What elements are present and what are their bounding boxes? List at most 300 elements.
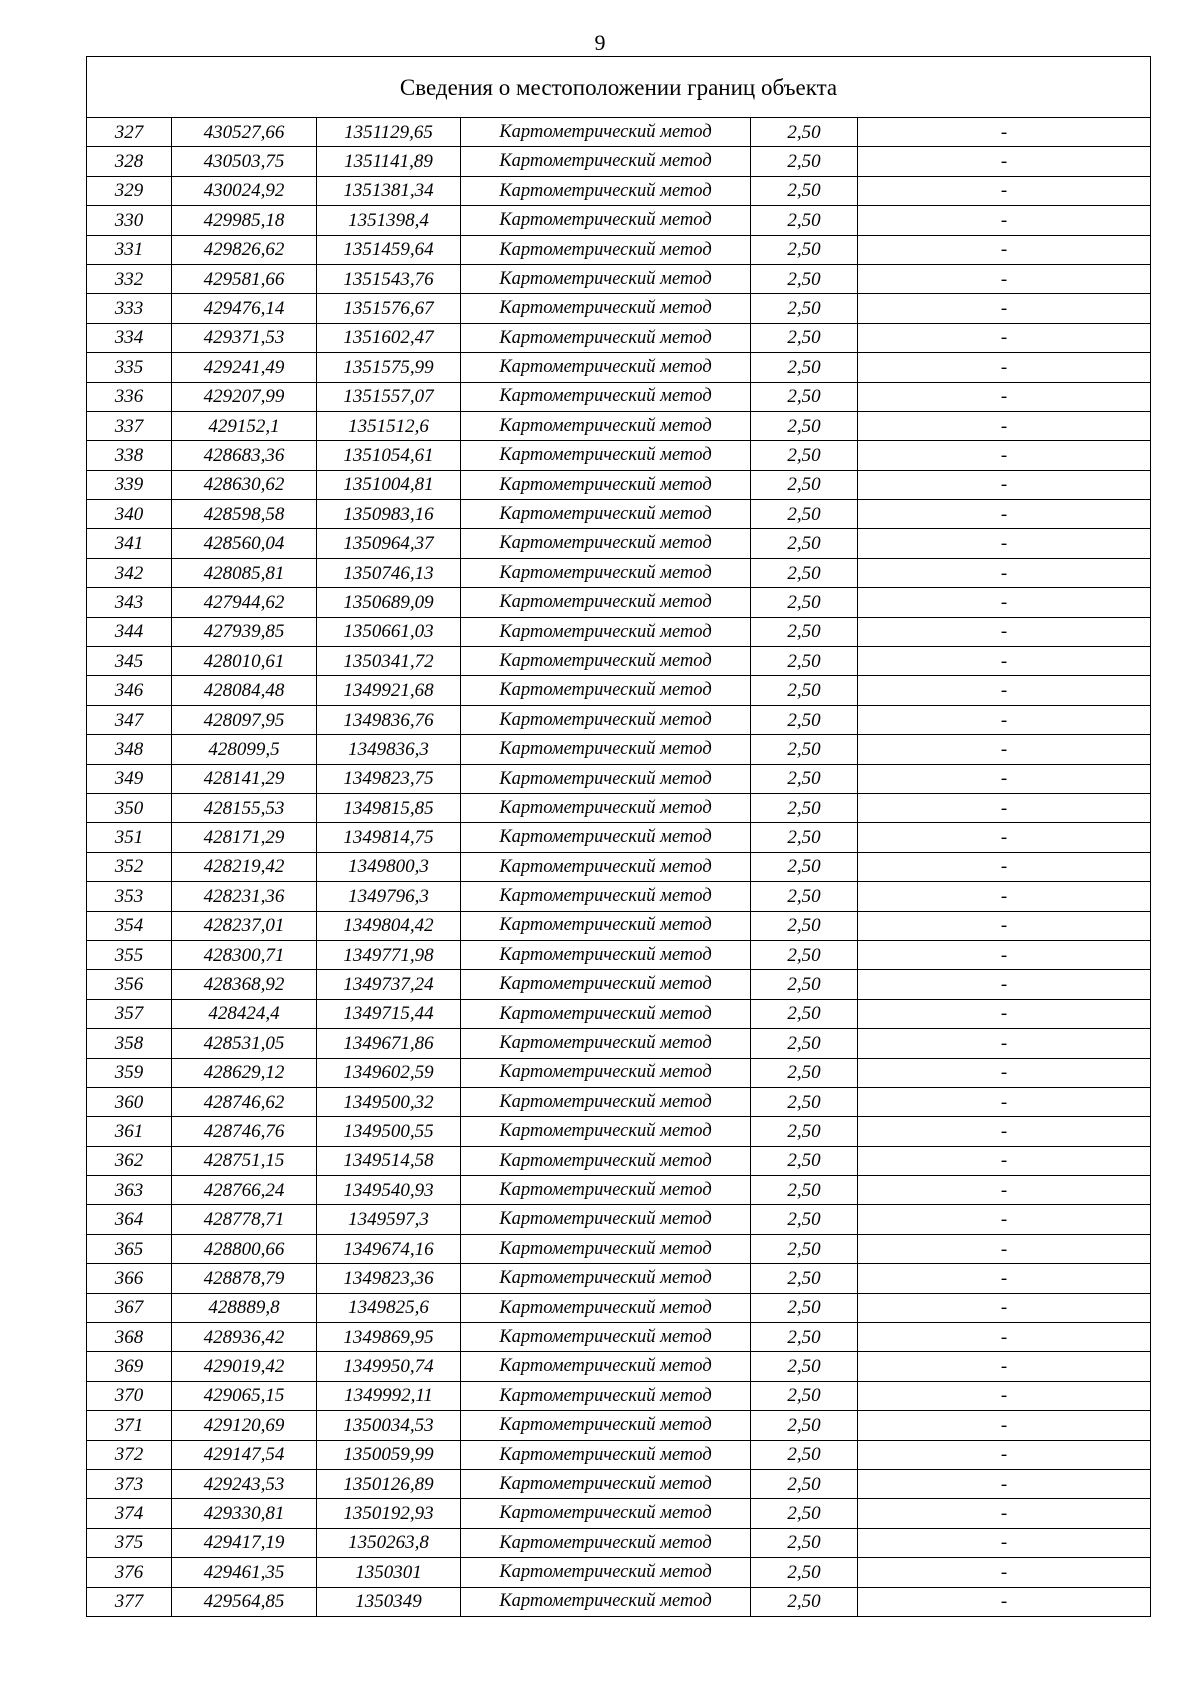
y-coordinate-cell: 1349737,24 — [317, 970, 461, 999]
y-coordinate-cell: 1349602,59 — [317, 1058, 461, 1087]
point-number-cell: 360 — [87, 1087, 172, 1116]
description-cell: - — [858, 940, 1151, 969]
x-coordinate-cell: 428085,81 — [172, 558, 317, 587]
accuracy-cell: 2,50 — [751, 1499, 858, 1528]
accuracy-cell: 2,50 — [751, 1146, 858, 1175]
description-cell: - — [858, 353, 1151, 382]
description-cell: - — [858, 1440, 1151, 1469]
accuracy-cell: 2,50 — [751, 558, 858, 587]
point-number-cell: 349 — [87, 764, 172, 793]
y-coordinate-cell: 1349804,42 — [317, 911, 461, 940]
description-cell: - — [858, 823, 1151, 852]
description-cell: - — [858, 206, 1151, 235]
description-cell: - — [858, 705, 1151, 734]
y-coordinate-cell: 1351141,89 — [317, 147, 461, 176]
method-cell: Картометрический метод — [461, 1499, 751, 1528]
accuracy-cell: 2,50 — [751, 1528, 858, 1557]
description-cell: - — [858, 1234, 1151, 1263]
description-cell: - — [858, 500, 1151, 529]
method-cell: Картометрический метод — [461, 676, 751, 705]
x-coordinate-cell: 430527,66 — [172, 118, 317, 147]
point-number-cell: 377 — [87, 1587, 172, 1616]
method-cell: Картометрический метод — [461, 1323, 751, 1352]
table-row — [87, 764, 1151, 793]
method-cell: Картометрический метод — [461, 647, 751, 676]
method-cell: Картометрический метод — [461, 882, 751, 911]
description-cell: - — [858, 1146, 1151, 1175]
accuracy-cell: 2,50 — [751, 793, 858, 822]
description-cell: - — [858, 323, 1151, 352]
point-number-cell: 369 — [87, 1352, 172, 1381]
point-number-cell: 330 — [87, 206, 172, 235]
point-number-cell: 362 — [87, 1146, 172, 1175]
x-coordinate-cell: 428424,4 — [172, 999, 317, 1028]
description-cell: - — [858, 1381, 1151, 1410]
table-row — [87, 382, 1151, 411]
point-number-cell: 363 — [87, 1176, 172, 1205]
accuracy-cell: 2,50 — [751, 1440, 858, 1469]
accuracy-cell: 2,50 — [751, 705, 858, 734]
description-cell: - — [858, 1117, 1151, 1146]
table-row — [87, 1499, 1151, 1528]
point-number-cell: 336 — [87, 382, 172, 411]
accuracy-cell: 2,50 — [751, 1205, 858, 1234]
method-cell: Картометрический метод — [461, 1469, 751, 1498]
point-number-cell: 367 — [87, 1293, 172, 1322]
description-cell: - — [858, 235, 1151, 264]
method-cell: Картометрический метод — [461, 999, 751, 1028]
accuracy-cell: 2,50 — [751, 441, 858, 470]
y-coordinate-cell: 1349800,3 — [317, 852, 461, 881]
y-coordinate-cell: 1349671,86 — [317, 1029, 461, 1058]
description-cell: - — [858, 1528, 1151, 1557]
accuracy-cell: 2,50 — [751, 764, 858, 793]
table-row — [87, 411, 1151, 440]
method-cell: Картометрический метод — [461, 617, 751, 646]
description-cell: - — [858, 382, 1151, 411]
accuracy-cell: 2,50 — [751, 264, 858, 293]
description-cell: - — [858, 1558, 1151, 1587]
x-coordinate-cell: 428300,71 — [172, 940, 317, 969]
point-number-cell: 355 — [87, 940, 172, 969]
y-coordinate-cell: 1349597,3 — [317, 1205, 461, 1234]
accuracy-cell: 2,50 — [751, 1558, 858, 1587]
table-row — [87, 235, 1151, 264]
x-coordinate-cell: 428141,29 — [172, 764, 317, 793]
description-cell: - — [858, 1499, 1151, 1528]
accuracy-cell: 2,50 — [751, 411, 858, 440]
accuracy-cell: 2,50 — [751, 1352, 858, 1381]
table-row — [87, 1146, 1151, 1175]
accuracy-cell: 2,50 — [751, 147, 858, 176]
y-coordinate-cell: 1350689,09 — [317, 588, 461, 617]
point-number-cell: 359 — [87, 1058, 172, 1087]
point-number-cell: 371 — [87, 1411, 172, 1440]
method-cell: Картометрический метод — [461, 1293, 751, 1322]
accuracy-cell: 2,50 — [751, 588, 858, 617]
x-coordinate-cell: 429985,18 — [172, 206, 317, 235]
accuracy-cell: 2,50 — [751, 999, 858, 1028]
table-row — [87, 353, 1151, 382]
accuracy-cell: 2,50 — [751, 500, 858, 529]
y-coordinate-cell: 1351054,61 — [317, 441, 461, 470]
method-cell: Картометрический метод — [461, 852, 751, 881]
y-coordinate-cell: 1349500,32 — [317, 1087, 461, 1116]
y-coordinate-cell: 1350192,93 — [317, 1499, 461, 1528]
accuracy-cell: 2,50 — [751, 1587, 858, 1616]
x-coordinate-cell: 428778,71 — [172, 1205, 317, 1234]
table-row — [87, 793, 1151, 822]
x-coordinate-cell: 428010,61 — [172, 647, 317, 676]
accuracy-cell: 2,50 — [751, 1264, 858, 1293]
x-coordinate-cell: 430503,75 — [172, 147, 317, 176]
description-cell: - — [858, 852, 1151, 881]
point-number-cell: 352 — [87, 852, 172, 881]
x-coordinate-cell: 428099,5 — [172, 735, 317, 764]
table-title: Сведения о местоположении границ объекта — [87, 57, 1151, 118]
method-cell: Картометрический метод — [461, 441, 751, 470]
y-coordinate-cell: 1351557,07 — [317, 382, 461, 411]
y-coordinate-cell: 1349674,16 — [317, 1234, 461, 1263]
accuracy-cell: 2,50 — [751, 176, 858, 205]
point-number-cell: 361 — [87, 1117, 172, 1146]
description-cell: - — [858, 1293, 1151, 1322]
accuracy-cell: 2,50 — [751, 1058, 858, 1087]
x-coordinate-cell: 428219,42 — [172, 852, 317, 881]
y-coordinate-cell: 1350301 — [317, 1558, 461, 1587]
accuracy-cell: 2,50 — [751, 235, 858, 264]
method-cell: Картометрический метод — [461, 1528, 751, 1557]
table-row — [87, 1469, 1151, 1498]
method-cell: Картометрический метод — [461, 940, 751, 969]
y-coordinate-cell: 1349514,58 — [317, 1146, 461, 1175]
y-coordinate-cell: 1349715,44 — [317, 999, 461, 1028]
method-cell: Картометрический метод — [461, 1381, 751, 1410]
description-cell: - — [858, 764, 1151, 793]
method-cell: Картометрический метод — [461, 1087, 751, 1116]
description-cell: - — [858, 647, 1151, 676]
table-row — [87, 1352, 1151, 1381]
y-coordinate-cell: 1349771,98 — [317, 940, 461, 969]
accuracy-cell: 2,50 — [751, 1411, 858, 1440]
table-row — [87, 823, 1151, 852]
boundary-table — [86, 56, 1151, 1617]
method-cell: Картометрический метод — [461, 1440, 751, 1469]
x-coordinate-cell: 428097,95 — [172, 705, 317, 734]
x-coordinate-cell: 428084,48 — [172, 676, 317, 705]
method-cell: Картометрический метод — [461, 323, 751, 352]
method-cell: Картометрический метод — [461, 1587, 751, 1616]
point-number-cell: 353 — [87, 882, 172, 911]
method-cell: Картометрический метод — [461, 1205, 751, 1234]
y-coordinate-cell: 1350341,72 — [317, 647, 461, 676]
method-cell: Картометрический метод — [461, 353, 751, 382]
y-coordinate-cell: 1349950,74 — [317, 1352, 461, 1381]
point-number-cell: 333 — [87, 294, 172, 323]
description-cell: - — [858, 1352, 1151, 1381]
x-coordinate-cell: 429241,49 — [172, 353, 317, 382]
method-cell: Картометрический метод — [461, 735, 751, 764]
y-coordinate-cell: 1349836,3 — [317, 735, 461, 764]
point-number-cell: 357 — [87, 999, 172, 1028]
point-number-cell: 331 — [87, 235, 172, 264]
page-number: 9 — [594, 30, 606, 55]
x-coordinate-cell: 428531,05 — [172, 1029, 317, 1058]
y-coordinate-cell: 1350661,03 — [317, 617, 461, 646]
method-cell: Картометрический метод — [461, 176, 751, 205]
point-number-cell: 354 — [87, 911, 172, 940]
method-cell: Картометрический метод — [461, 294, 751, 323]
y-coordinate-cell: 1351398,4 — [317, 206, 461, 235]
table-row — [87, 294, 1151, 323]
description-cell: - — [858, 529, 1151, 558]
accuracy-cell: 2,50 — [751, 823, 858, 852]
x-coordinate-cell: 428231,36 — [172, 882, 317, 911]
x-coordinate-cell: 429581,66 — [172, 264, 317, 293]
table-row — [87, 1058, 1151, 1087]
accuracy-cell: 2,50 — [751, 970, 858, 999]
table-row — [87, 1117, 1151, 1146]
x-coordinate-cell: 428936,42 — [172, 1323, 317, 1352]
accuracy-cell: 2,50 — [751, 647, 858, 676]
x-coordinate-cell: 429461,35 — [172, 1558, 317, 1587]
table-row — [87, 323, 1151, 352]
description-cell: - — [858, 147, 1151, 176]
table-row — [87, 1587, 1151, 1616]
point-number-cell: 374 — [87, 1499, 172, 1528]
y-coordinate-cell: 1349921,68 — [317, 676, 461, 705]
method-cell: Картометрический метод — [461, 264, 751, 293]
accuracy-cell: 2,50 — [751, 735, 858, 764]
y-coordinate-cell: 1350983,16 — [317, 500, 461, 529]
table-row — [87, 970, 1151, 999]
x-coordinate-cell: 429065,15 — [172, 1381, 317, 1410]
y-coordinate-cell: 1349869,95 — [317, 1323, 461, 1352]
method-cell: Картометрический метод — [461, 1411, 751, 1440]
description-cell: - — [858, 588, 1151, 617]
method-cell: Картометрический метод — [461, 1146, 751, 1175]
table-row — [87, 441, 1151, 470]
y-coordinate-cell: 1351459,64 — [317, 235, 461, 264]
table-row — [87, 705, 1151, 734]
y-coordinate-cell: 1349815,85 — [317, 793, 461, 822]
accuracy-cell: 2,50 — [751, 1381, 858, 1410]
y-coordinate-cell: 1349823,75 — [317, 764, 461, 793]
accuracy-cell: 2,50 — [751, 118, 858, 147]
point-number-cell: 351 — [87, 823, 172, 852]
x-coordinate-cell: 428598,58 — [172, 500, 317, 529]
x-coordinate-cell: 428171,29 — [172, 823, 317, 852]
description-cell: - — [858, 882, 1151, 911]
boundary-table-body — [87, 57, 1151, 1617]
x-coordinate-cell: 427944,62 — [172, 588, 317, 617]
method-cell: Картометрический метод — [461, 588, 751, 617]
method-cell: Картометрический метод — [461, 793, 751, 822]
description-cell: - — [858, 1469, 1151, 1498]
method-cell: Картометрический метод — [461, 529, 751, 558]
table-row — [87, 1029, 1151, 1058]
accuracy-cell: 2,50 — [751, 470, 858, 499]
point-number-cell: 343 — [87, 588, 172, 617]
table-row — [87, 588, 1151, 617]
point-number-cell: 344 — [87, 617, 172, 646]
table-row — [87, 1176, 1151, 1205]
description-cell: - — [858, 1411, 1151, 1440]
y-coordinate-cell: 1351512,6 — [317, 411, 461, 440]
point-number-cell: 335 — [87, 353, 172, 382]
table-row — [87, 1205, 1151, 1234]
description-cell: - — [858, 1205, 1151, 1234]
description-cell: - — [858, 735, 1151, 764]
accuracy-cell: 2,50 — [751, 1293, 858, 1322]
x-coordinate-cell: 429564,85 — [172, 1587, 317, 1616]
table-row — [87, 206, 1151, 235]
table-row — [87, 1528, 1151, 1557]
table-row — [87, 1440, 1151, 1469]
point-number-cell: 332 — [87, 264, 172, 293]
table-row — [87, 1411, 1151, 1440]
accuracy-cell: 2,50 — [751, 1087, 858, 1116]
table-row — [87, 529, 1151, 558]
accuracy-cell: 2,50 — [751, 882, 858, 911]
point-number-cell: 370 — [87, 1381, 172, 1410]
y-coordinate-cell: 1349836,76 — [317, 705, 461, 734]
y-coordinate-cell: 1349540,93 — [317, 1176, 461, 1205]
y-coordinate-cell: 1351575,99 — [317, 353, 461, 382]
point-number-cell: 356 — [87, 970, 172, 999]
table-row — [87, 647, 1151, 676]
method-cell: Картометрический метод — [461, 1029, 751, 1058]
y-coordinate-cell: 1351381,34 — [317, 176, 461, 205]
method-cell: Картометрический метод — [461, 1058, 751, 1087]
method-cell: Картометрический метод — [461, 705, 751, 734]
method-cell: Картометрический метод — [461, 118, 751, 147]
table-row — [87, 1264, 1151, 1293]
method-cell: Картометрический метод — [461, 235, 751, 264]
x-coordinate-cell: 427939,85 — [172, 617, 317, 646]
description-cell: - — [858, 1264, 1151, 1293]
point-number-cell: 373 — [87, 1469, 172, 1498]
table-row — [87, 852, 1151, 881]
x-coordinate-cell: 429826,62 — [172, 235, 317, 264]
method-cell: Картометрический метод — [461, 1558, 751, 1587]
table-title-row — [87, 57, 1151, 118]
point-number-cell: 376 — [87, 1558, 172, 1587]
point-number-cell: 337 — [87, 411, 172, 440]
point-number-cell: 375 — [87, 1528, 172, 1557]
point-number-cell: 334 — [87, 323, 172, 352]
method-cell: Картометрический метод — [461, 1234, 751, 1263]
method-cell: Картометрический метод — [461, 558, 751, 587]
description-cell: - — [858, 1058, 1151, 1087]
accuracy-cell: 2,50 — [751, 206, 858, 235]
method-cell: Картометрический метод — [461, 206, 751, 235]
x-coordinate-cell: 429330,81 — [172, 1499, 317, 1528]
x-coordinate-cell: 429019,42 — [172, 1352, 317, 1381]
x-coordinate-cell: 428560,04 — [172, 529, 317, 558]
description-cell: - — [858, 1176, 1151, 1205]
y-coordinate-cell: 1349814,75 — [317, 823, 461, 852]
x-coordinate-cell: 429243,53 — [172, 1469, 317, 1498]
y-coordinate-cell: 1350349 — [317, 1587, 461, 1616]
accuracy-cell: 2,50 — [751, 1323, 858, 1352]
point-number-cell: 339 — [87, 470, 172, 499]
y-coordinate-cell: 1351129,65 — [317, 118, 461, 147]
x-coordinate-cell: 428889,8 — [172, 1293, 317, 1322]
x-coordinate-cell: 428237,01 — [172, 911, 317, 940]
method-cell: Картометрический метод — [461, 1176, 751, 1205]
point-number-cell: 341 — [87, 529, 172, 558]
y-coordinate-cell: 1349823,36 — [317, 1264, 461, 1293]
description-cell: - — [858, 441, 1151, 470]
y-coordinate-cell: 1350034,53 — [317, 1411, 461, 1440]
table-row — [87, 1087, 1151, 1116]
accuracy-cell: 2,50 — [751, 852, 858, 881]
point-number-cell: 347 — [87, 705, 172, 734]
accuracy-cell: 2,50 — [751, 353, 858, 382]
point-number-cell: 327 — [87, 118, 172, 147]
accuracy-cell: 2,50 — [751, 1029, 858, 1058]
method-cell: Картометрический метод — [461, 382, 751, 411]
accuracy-cell: 2,50 — [751, 323, 858, 352]
x-coordinate-cell: 430024,92 — [172, 176, 317, 205]
table-row — [87, 735, 1151, 764]
table-row — [87, 1293, 1151, 1322]
y-coordinate-cell: 1349796,3 — [317, 882, 461, 911]
method-cell: Картометрический метод — [461, 147, 751, 176]
table-row — [87, 118, 1151, 147]
point-number-cell: 348 — [87, 735, 172, 764]
method-cell: Картометрический метод — [461, 411, 751, 440]
x-coordinate-cell: 428746,62 — [172, 1087, 317, 1116]
point-number-cell: 364 — [87, 1205, 172, 1234]
x-coordinate-cell: 429207,99 — [172, 382, 317, 411]
y-coordinate-cell: 1351543,76 — [317, 264, 461, 293]
method-cell: Картометрический метод — [461, 500, 751, 529]
accuracy-cell: 2,50 — [751, 1176, 858, 1205]
method-cell: Картометрический метод — [461, 1352, 751, 1381]
description-cell: - — [858, 676, 1151, 705]
x-coordinate-cell: 428878,79 — [172, 1264, 317, 1293]
x-coordinate-cell: 429120,69 — [172, 1411, 317, 1440]
table-row — [87, 911, 1151, 940]
method-cell: Картометрический метод — [461, 1117, 751, 1146]
description-cell: - — [858, 558, 1151, 587]
method-cell: Картометрический метод — [461, 470, 751, 499]
description-cell: - — [858, 1587, 1151, 1616]
accuracy-cell: 2,50 — [751, 294, 858, 323]
accuracy-cell: 2,50 — [751, 382, 858, 411]
accuracy-cell: 2,50 — [751, 676, 858, 705]
table-row — [87, 882, 1151, 911]
description-cell: - — [858, 617, 1151, 646]
point-number-cell: 372 — [87, 1440, 172, 1469]
table-row — [87, 1234, 1151, 1263]
description-cell: - — [858, 176, 1151, 205]
x-coordinate-cell: 428629,12 — [172, 1058, 317, 1087]
y-coordinate-cell: 1350126,89 — [317, 1469, 461, 1498]
point-number-cell: 368 — [87, 1323, 172, 1352]
x-coordinate-cell: 429147,54 — [172, 1440, 317, 1469]
x-coordinate-cell: 428155,53 — [172, 793, 317, 822]
x-coordinate-cell: 428368,92 — [172, 970, 317, 999]
x-coordinate-cell: 428746,76 — [172, 1117, 317, 1146]
description-cell: - — [858, 470, 1151, 499]
description-cell: - — [858, 118, 1151, 147]
accuracy-cell: 2,50 — [751, 617, 858, 646]
table-row — [87, 176, 1151, 205]
point-number-cell: 329 — [87, 176, 172, 205]
